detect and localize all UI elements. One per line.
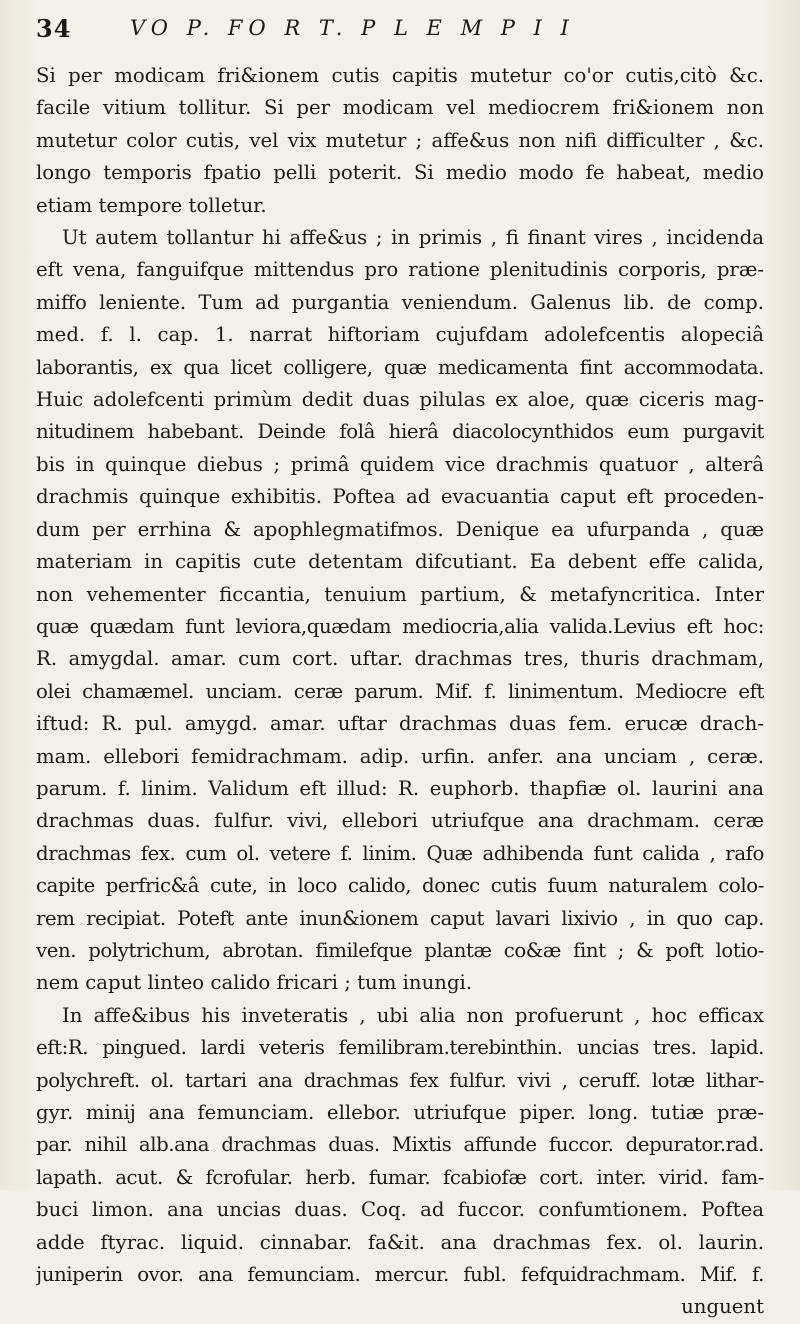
text-line: iftud: R. pul. amygd. amar. uftar drachmas duas fem. erucæ drach- [36, 712, 764, 736]
text-line: drachmas fex. cum ol. vetere f. linim. Quæ adhibenda funt calida , rafo [36, 841, 764, 865]
text-line: par. nihil alb.ana drachmas duas. Mixtis affunde fuccor. depurator.rad. [36, 1133, 764, 1157]
text-line: lapath. acut. & fcrofular. herb. fumar. fcabiofæ cort. inter. virid. fam- [36, 1165, 764, 1189]
running-head: VO P. FO R T. P L E M P I I [130, 16, 575, 40]
text-line: materiam in capitis cute detentam difcutiant. Ea debent effe calida, [36, 550, 764, 574]
text-line: ven. polytrichum, abrotan. fimilefque plantæ co&æ fint ; & poft lotio- [36, 938, 764, 962]
text-line: facile vitium tollitur. Si per modicam vel mediocrem fri&ionem non [36, 96, 764, 120]
text-line: med. f. l. cap. 1. narrat hiftoriam cujufdam adolefcentis alopeciâ [36, 323, 764, 347]
text-line: Huic adolefcenti primùm dedit duas pilulas ex aloe, quæ ciceris mag- [36, 388, 764, 412]
text-line: eft vena, fanguifque mittendus pro ratione plenitudinis corporis, præ- [36, 258, 764, 282]
text-line: quæ quædam funt leviora,quædam mediocria,alia valida.Levius eft hoc: [36, 614, 764, 638]
body-text [36, 60, 764, 1324]
page-number: 34 [36, 14, 72, 43]
text-line: non vehementer ficcantia, tenuium partium, & metafyncritica. Inter [36, 582, 764, 606]
text-line: eft:R. pingued. lardi veteris femilibram.terebinthin. uncias tres. lapid. [36, 1036, 764, 1060]
text-line: capite perfric&â cute, in loco calido, donec cutis fuum naturalem colo- [36, 874, 764, 898]
text-line: drachmis quinque exhibitis. Poftea ad evacuantia caput eft proceden- [36, 485, 764, 509]
paragraph-3 [36, 1000, 764, 1324]
text-line: gyr. minij ana femunciam. ellebor. utriufque piper. long. tutiæ præ- [36, 1101, 764, 1124]
paragraph-2 [36, 222, 764, 1000]
text-line: Ut autem tollantur hi affe&us ; in primis , fi finant vires , incidenda [62, 226, 764, 250]
text-line: Si per modicam fri&ionem cutis capitis mutetur co'or cutis,citò &c. [36, 64, 764, 87]
page-header [36, 14, 764, 60]
text-line: polychreft. ol. tartari ana drachmas fex fulfur. vivi , ceruff. lotæ lithar- [36, 1068, 764, 1092]
text-line: bis in quinque diebus ; primâ quidem vice drachmis quatuor , alterâ [36, 452, 764, 476]
text-line: miffo leniente. Tum ad purgantia veniendum. Galenus lib. de comp. [36, 290, 764, 314]
text-line: nitudinem habebant. Deinde folâ hierâ diacolocynthidos eum purgavit [36, 420, 764, 444]
text-line: drachmas duas. fulfur. vivi, ellebori utriufque ana drachmam. ceræ [36, 809, 764, 833]
paragraph-1 [36, 60, 764, 222]
text-line: buci limon. ana uncias duas. Coq. ad fuccor. confumtionem. Poftea [36, 1198, 764, 1222]
text-line: etiam tempore tolletur. [36, 193, 267, 217]
text-line: longo temporis fpatio pelli poterit. Si medio modo fe habeat, medio [36, 161, 764, 185]
text-line: juniperin ovor. ana femunciam. mercur. fubl. fefquidrachmam. Mif. f. [36, 1263, 764, 1287]
text-line: olei chamæmel. unciam. ceræ parum. Mif. f. linimentum. Mediocre eft [36, 679, 764, 703]
catchword: unguent [681, 1295, 764, 1319]
text-line: dum per errhina & apophlegmatifmos. Denique ea ufurpanda , quæ [36, 517, 764, 541]
text-line: rem recipiat. Poteft ante inun&ionem caput lavari lixivio , in quo cap. [36, 906, 764, 930]
text-line: laborantis, ex qua licet colligere, quæ medicamenta fint accommodata. [36, 355, 764, 379]
text-line: mam. ellebori femidrachmam. adip. urfin. anfer. ana unciam , ceræ. [36, 744, 764, 768]
text-line: adde ftyrac. liquid. cinnabar. fa&it. ana drachmas fex. ol. laurin. [36, 1230, 764, 1254]
text-line: nem caput linteo calido fricari ; tum inungi. [36, 971, 473, 995]
text-line: parum. f. linim. Validum eft illud: R. euphorb. thapfiæ ol. laurini ana [36, 776, 764, 800]
text-line: mutetur color cutis, vel vix mutetur ; affe&us non nifi difficulter , &c. [36, 128, 764, 152]
text-line: R. amygdal. amar. cum cort. uftar. drachmas tres, thuris drachmam, [36, 647, 764, 671]
text-line: In affe&ibus his inveteratis , ubi alia non profuerunt , hoc efficax [62, 1003, 764, 1027]
